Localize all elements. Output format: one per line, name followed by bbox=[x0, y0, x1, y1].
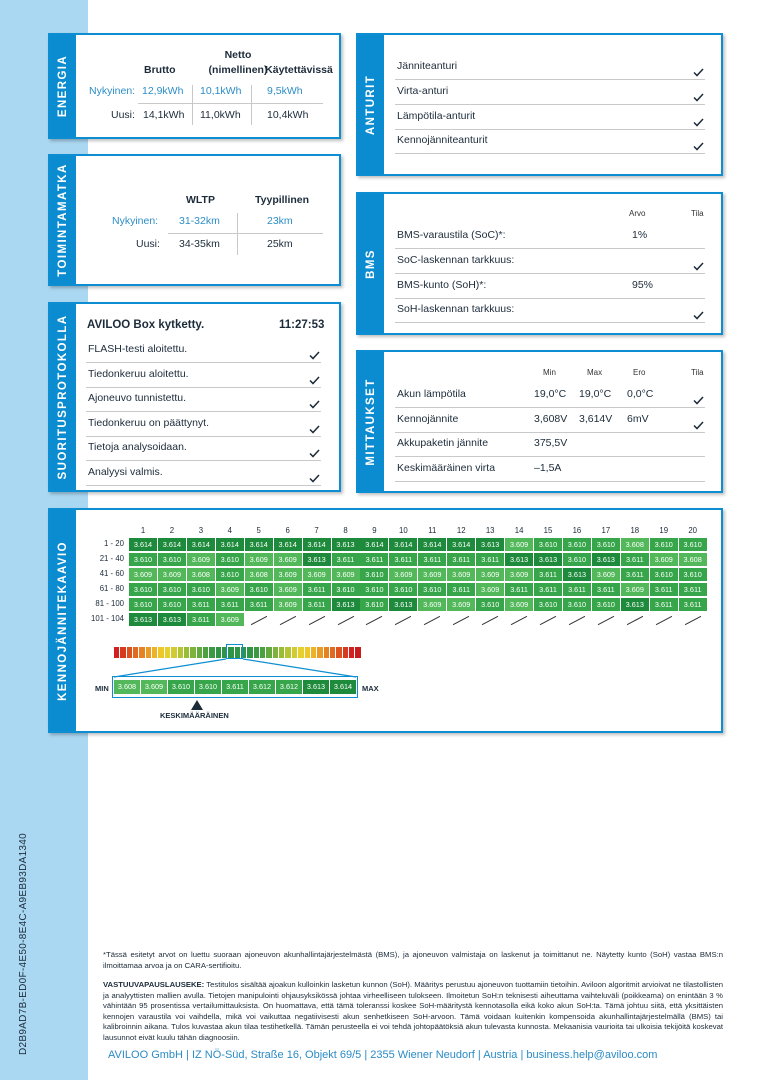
cell-voltage: 3.609 bbox=[332, 568, 360, 581]
column-header: 14 bbox=[514, 526, 524, 535]
check-icon bbox=[309, 421, 320, 430]
cell-voltage: 3.613 bbox=[476, 538, 504, 551]
check-icon bbox=[693, 89, 704, 98]
cell-voltage: 3.611 bbox=[534, 583, 562, 596]
protocol-step: FLASH-testi aloitettu. bbox=[88, 343, 188, 355]
cell-voltage: 3.610 bbox=[360, 583, 388, 596]
col-diff: Ero bbox=[633, 368, 646, 377]
empty-cell-slash bbox=[627, 616, 643, 625]
cell-voltage: 3.614 bbox=[245, 538, 273, 551]
cell-voltage: 3.610 bbox=[360, 598, 388, 611]
measurements-title: MITTAUKSET bbox=[365, 377, 377, 466]
bms-title: BMS bbox=[365, 248, 377, 279]
divider bbox=[395, 79, 705, 80]
cell-voltage: 3.611 bbox=[621, 568, 649, 581]
empty-cell-slash bbox=[482, 616, 498, 625]
cell-voltage: 3.613 bbox=[303, 553, 331, 566]
cell-voltage: 3.609 bbox=[592, 568, 620, 581]
protocol-step: Ajoneuvo tunnistettu. bbox=[88, 392, 187, 405]
row-label: 61 - 80 bbox=[99, 584, 124, 593]
cell-voltage: 3.613 bbox=[563, 568, 591, 581]
cell-voltage: 3.611 bbox=[447, 583, 475, 596]
measurement-label: Akkupaketin jännite bbox=[397, 437, 489, 450]
cell-voltage: 3.613 bbox=[389, 598, 417, 611]
column-header: 7 bbox=[314, 526, 319, 535]
bms-label: SoH-laskennan tarkkuus: bbox=[397, 303, 515, 316]
cell-voltage: 3.611 bbox=[187, 613, 215, 626]
scale-value: 3.611 bbox=[222, 680, 248, 694]
cell-voltage: 3.609 bbox=[389, 568, 417, 581]
cell-voltage: 3.610 bbox=[245, 583, 273, 596]
cell-voltage: 3.614 bbox=[274, 538, 302, 551]
cell-voltage: 3.611 bbox=[563, 583, 591, 596]
cell-voltage: 3.611 bbox=[187, 598, 215, 611]
cell-voltage: 3.609 bbox=[418, 568, 446, 581]
column-header: 16 bbox=[572, 526, 582, 535]
scale-max-label: MAX bbox=[362, 684, 379, 693]
scale-value: 3.614 bbox=[330, 680, 356, 694]
cell-voltage: 3.613 bbox=[592, 553, 620, 566]
cell-voltage: 3.610 bbox=[592, 538, 620, 551]
cell-voltage: 3.611 bbox=[418, 553, 446, 566]
cell-voltage: 3.611 bbox=[534, 568, 562, 581]
cell-voltage: 3.610 bbox=[679, 538, 707, 551]
cell-voltage: 3.613 bbox=[158, 613, 186, 626]
cell-voltage: 3.608 bbox=[679, 553, 707, 566]
divider bbox=[86, 436, 321, 437]
measurement-min: 19,0°C bbox=[534, 388, 567, 400]
column-header: 20 bbox=[688, 526, 697, 535]
cell-voltage: 3.611 bbox=[216, 598, 244, 611]
scale-value: 3.612 bbox=[276, 680, 302, 694]
cell-voltage: 3.610 bbox=[592, 598, 620, 611]
sensor-item: Jänniteanturi bbox=[397, 60, 458, 72]
cell-voltage: 3.610 bbox=[476, 598, 504, 611]
col-netto: Netto bbox=[224, 49, 252, 61]
cell-voltage: 3.614 bbox=[303, 538, 331, 551]
divider bbox=[395, 456, 705, 457]
cell-voltage: 3.611 bbox=[679, 598, 707, 611]
cell-voltage: 3.610 bbox=[187, 583, 215, 596]
footnote: *Tässä esitetyt arvot on luettu suoraan ajoneuvon akunhallintajärjestelmästä (BMS), ja ajoneuvon valmistaja on laskenut ja toimittanut ne. Näytetty kunto (SoH) vastaa BMS:n ilmoittamaa arvoa ja on CARA-sertifioitu. bbox=[103, 950, 723, 970]
col-min: Min bbox=[543, 368, 556, 377]
divider bbox=[395, 481, 705, 482]
row-label: 101 - 104 bbox=[91, 614, 124, 623]
value: 23km bbox=[267, 215, 293, 227]
scale-value: 3.608 bbox=[114, 680, 140, 694]
column-header: 13 bbox=[485, 526, 495, 535]
column-header: 19 bbox=[659, 526, 669, 535]
empty-cell-slash bbox=[395, 616, 411, 625]
cell-voltage: 3.611 bbox=[303, 598, 331, 611]
cell-voltage: 3.614 bbox=[360, 538, 388, 551]
energy-panel bbox=[48, 33, 341, 139]
sensors-title: ANTURIT bbox=[365, 74, 377, 135]
check-icon bbox=[309, 445, 320, 454]
cell-voltage: 3.613 bbox=[534, 553, 562, 566]
average-label: KESKIMÄÄRÄINEN bbox=[160, 711, 229, 720]
measurement-diff: 6mV bbox=[627, 412, 649, 425]
col-available: Käytettävissä bbox=[265, 64, 333, 76]
cell-voltage: 3.610 bbox=[534, 538, 562, 551]
check-icon bbox=[693, 417, 704, 426]
cell-voltage: 3.610 bbox=[534, 598, 562, 611]
empty-cell-slash bbox=[540, 616, 556, 625]
measurement-min: 375,5V bbox=[534, 437, 568, 450]
sensor-item: Virta-anturi bbox=[397, 84, 449, 97]
check-icon bbox=[693, 138, 704, 147]
cell-voltage: 3.609 bbox=[158, 568, 186, 581]
protocol-step: Analyysi valmis. bbox=[88, 466, 163, 478]
cell-voltage: 3.609 bbox=[505, 538, 533, 551]
value: 12,9kWh bbox=[142, 85, 184, 97]
row-label: 41 - 60 bbox=[99, 569, 124, 578]
check-icon bbox=[693, 114, 704, 123]
check-icon bbox=[309, 396, 320, 405]
cell-voltage: 3.610 bbox=[158, 598, 186, 611]
cell-voltage: 3.610 bbox=[129, 553, 157, 566]
cell-voltage: 3.610 bbox=[650, 538, 678, 551]
measurements-panel bbox=[356, 350, 723, 493]
cell-voltage: 3.610 bbox=[129, 583, 157, 596]
value: 34-35km bbox=[179, 238, 220, 250]
divider bbox=[86, 411, 321, 412]
value: 25km bbox=[267, 238, 293, 250]
disclaimer bbox=[103, 980, 723, 1043]
bms-value: 95% bbox=[632, 278, 654, 291]
average-marker-icon bbox=[191, 700, 203, 710]
cell-voltage: 3.609 bbox=[274, 583, 302, 596]
cell-voltage: 3.611 bbox=[650, 598, 678, 611]
empty-cell-slash bbox=[598, 616, 614, 625]
empty-cell-slash bbox=[366, 616, 382, 625]
divider bbox=[395, 407, 705, 408]
disclaimer-text: Testitulos sisältää ajoakun kulloinkin lasketun kunnon (SoH). Määritys perustuu ajoneuvon tuottamiin tietoihin. Aviloon algoritmit arvioivat ne tilastollisten ja analyyttisten mallien avulla. Tietojen manipulointi ohjausyksikössä johtaa virheelliseen tulokseen. Ilmoitetun SoH:n teknisesti aiheuttama vaihteluväli (poikkeama) on enintään 3 % vähintään 95 prosentissa vertailumittauksista. On huomattava, että tämä toleranssi koskee SoH-määritystä kennotasolla eikä koko akun SoH:ta. Tämä johtuu siitä, että yksittäisten kennojen varaustila voi vaihdella, mikä voi vaikuttaa negatiivisesti akun senhetkiseen SoH-arvoon. Tämä voidaan kuitenkin kompensoida akunhallintajärjestelmällä (BMS) tai kalibroinnin aikana. Tulos kuvastaa akun tilaa testihetkellä. Tämän perusteella ei voi tehdä johtopäätöksiä akun tulevasta kunnosta. Mekaanisia vaurioita tai ulkoisia tekijöitä koskevat lausunnot eivät kuulu tähän diagnoosiin. bbox=[103, 980, 723, 1042]
cell-voltage: 3.609 bbox=[274, 553, 302, 566]
protocol-step: Tiedonkeruu aloitettu. bbox=[88, 367, 189, 380]
bms-value: 1% bbox=[632, 229, 648, 241]
energy-title: ENERGIA bbox=[57, 54, 69, 118]
row-label: Nykyinen: bbox=[89, 85, 136, 97]
cell-voltage: 3.609 bbox=[216, 613, 244, 626]
measurement-diff: 0,0°C bbox=[627, 388, 654, 400]
scale-value: 3.613 bbox=[303, 680, 329, 694]
divider bbox=[395, 153, 705, 154]
measurement-label: Keskimääräinen virta bbox=[397, 461, 496, 474]
divider bbox=[395, 129, 705, 130]
divider bbox=[395, 104, 705, 105]
value: 9,5kWh bbox=[267, 85, 303, 97]
empty-cell-slash bbox=[308, 616, 324, 625]
cell-voltage: 3.611 bbox=[447, 553, 475, 566]
value: 10,1kWh bbox=[200, 85, 242, 97]
value: 10,4kWh bbox=[267, 109, 309, 121]
sensors-panel bbox=[356, 33, 723, 176]
measurement-max: 19,0°C bbox=[579, 388, 612, 400]
empty-cell-slash bbox=[279, 616, 295, 625]
column-header: 2 bbox=[169, 526, 175, 535]
range-panel bbox=[48, 154, 341, 286]
row-label: Uusi: bbox=[136, 238, 160, 250]
check-icon bbox=[693, 258, 704, 267]
cell-voltage: 3.610 bbox=[332, 583, 360, 596]
cell-voltage: 3.611 bbox=[476, 553, 504, 566]
cell-voltage: 3.609 bbox=[187, 553, 215, 566]
protocol-title: SUORITUSPROTOKOLLA bbox=[57, 314, 69, 480]
cell-voltage: 3.614 bbox=[129, 538, 157, 551]
cell-voltage: 3.609 bbox=[476, 583, 504, 596]
cell-voltage: 3.610 bbox=[216, 568, 244, 581]
cell-voltage: 3.614 bbox=[418, 538, 446, 551]
col-max: Max bbox=[587, 368, 603, 377]
cell-voltage: 3.609 bbox=[447, 568, 475, 581]
scale-min-label: MIN bbox=[95, 684, 109, 693]
measurement-max: 3,614V bbox=[579, 412, 613, 425]
scale-value: 3.610 bbox=[195, 680, 221, 694]
cell-voltage: 3.611 bbox=[389, 553, 417, 566]
cell-voltage: 3.610 bbox=[563, 538, 591, 551]
column-header: 8 bbox=[343, 526, 348, 535]
col-value: Arvo bbox=[629, 209, 646, 218]
measurement-min: –1,5A bbox=[534, 461, 562, 474]
cell-voltage: 3.609 bbox=[447, 598, 475, 611]
cell-voltage: 3.608 bbox=[621, 538, 649, 551]
protocol-step: Tietoja analysoidaan. bbox=[88, 441, 187, 454]
cell-voltage: 3.609 bbox=[505, 568, 533, 581]
row-label: Uusi: bbox=[111, 109, 135, 121]
sensor-item: Lämpötila-anturit bbox=[397, 109, 476, 122]
divider bbox=[395, 432, 705, 433]
cell-voltage: 3.610 bbox=[650, 568, 678, 581]
row-label: 1 - 20 bbox=[104, 539, 124, 548]
value: 31-32km bbox=[179, 215, 220, 227]
cell-voltage: 3.609 bbox=[418, 598, 446, 611]
cell-voltage-panel bbox=[48, 508, 723, 733]
protocol-step: Tiedonkeruu on päättynyt. bbox=[88, 416, 210, 429]
check-icon bbox=[309, 372, 320, 381]
divider bbox=[86, 460, 321, 461]
cell-voltage: 3.611 bbox=[505, 583, 533, 596]
measurement-min: 3,608V bbox=[534, 412, 568, 425]
column-header: 6 bbox=[285, 526, 290, 535]
cell-voltage: 3.614 bbox=[158, 538, 186, 551]
cell-voltage: 3.609 bbox=[650, 553, 678, 566]
empty-cell-slash bbox=[569, 616, 585, 625]
divider bbox=[395, 298, 705, 299]
protocol-time: 11:27:53 bbox=[279, 319, 325, 331]
cell-voltage-title: KENNOJÄNNITEKAAVIO bbox=[57, 540, 69, 701]
cell-voltage: 3.611 bbox=[621, 553, 649, 566]
document-id: D2B9AD7B-ED0F-4E50-8E4C-A9EB93DA1340 bbox=[18, 832, 29, 1055]
scale-value: 3.609 bbox=[141, 680, 167, 694]
measurement-label: Akun lämpötila bbox=[397, 388, 466, 400]
divider bbox=[395, 273, 705, 274]
value: 11,0kWh bbox=[200, 109, 241, 121]
check-icon bbox=[309, 470, 320, 479]
row-label: 81 - 100 bbox=[95, 599, 124, 608]
cell-voltage: 3.611 bbox=[245, 598, 273, 611]
value: 14,1kWh bbox=[143, 109, 185, 121]
column-header: 4 bbox=[227, 526, 232, 535]
row-label: Nykyinen: bbox=[112, 215, 159, 227]
cell-voltage: 3.610 bbox=[158, 553, 186, 566]
protocol-heading: AVILOO Box kytketty. bbox=[87, 319, 205, 331]
bms-label: BMS-kunto (SoH)*: bbox=[397, 278, 487, 291]
col-status: Tila bbox=[691, 209, 704, 218]
empty-cell-slash bbox=[453, 616, 469, 625]
cell-voltage: 3.610 bbox=[389, 583, 417, 596]
protocol-panel bbox=[48, 302, 341, 492]
cell-voltage: 3.614 bbox=[216, 538, 244, 551]
col-wltp: WLTP bbox=[186, 194, 215, 206]
col-brutto: Brutto bbox=[144, 64, 176, 76]
empty-cell-slash bbox=[251, 616, 267, 625]
scale-value: 3.612 bbox=[249, 680, 275, 694]
cell-voltage: 3.609 bbox=[274, 568, 302, 581]
divider bbox=[86, 387, 321, 388]
col-status: Tila bbox=[691, 368, 704, 377]
cell-voltage: 3.611 bbox=[303, 583, 331, 596]
column-header: 17 bbox=[601, 526, 611, 535]
divider bbox=[86, 485, 321, 486]
cell-voltage: 3.610 bbox=[418, 583, 446, 596]
empty-cell-slash bbox=[511, 616, 527, 625]
measurement-label: Kennojännite bbox=[397, 412, 459, 425]
empty-cell-slash bbox=[656, 616, 672, 625]
cell-voltage: 3.613 bbox=[621, 598, 649, 611]
cell-voltage: 3.608 bbox=[245, 568, 273, 581]
col-typical: Tyypillinen bbox=[255, 194, 310, 206]
empty-cell-slash bbox=[337, 616, 353, 625]
column-header: 12 bbox=[456, 526, 466, 535]
cell-voltage: 3.611 bbox=[679, 583, 707, 596]
cell-voltage: 3.610 bbox=[360, 568, 388, 581]
cell-voltage: 3.608 bbox=[187, 568, 215, 581]
cell-voltage: 3.609 bbox=[621, 583, 649, 596]
bms-label: SoC-laskennan tarkkuus: bbox=[397, 253, 515, 266]
cell-voltage: 3.613 bbox=[505, 553, 533, 566]
cell-voltage: 3.609 bbox=[216, 583, 244, 596]
cell-voltage: 3.611 bbox=[332, 553, 360, 566]
check-icon bbox=[693, 307, 704, 316]
column-header: 1 bbox=[140, 526, 146, 535]
column-header: 10 bbox=[399, 526, 408, 535]
empty-cell-slash bbox=[424, 616, 440, 625]
cell-voltage: 3.610 bbox=[679, 568, 707, 581]
cell-voltage: 3.610 bbox=[216, 553, 244, 566]
disclaimer-title: VASTUUVAPAUSLAUSEKE: bbox=[103, 980, 205, 989]
cell-voltage: 3.609 bbox=[303, 568, 331, 581]
cell-voltage: 3.611 bbox=[592, 583, 620, 596]
empty-cell-slash bbox=[684, 616, 700, 625]
row-label: 21 - 40 bbox=[99, 554, 124, 563]
check-icon bbox=[693, 64, 704, 73]
range-title: TOIMINTAMATKA bbox=[57, 163, 69, 277]
footer-contact: AVILOO GmbH | IZ NÖ-Süd, Straße 16, Objekt 69/5 | 2355 Wiener Neudorf | Austria | business.help@aviloo.com bbox=[108, 1049, 658, 1061]
cell-voltage: 3.614 bbox=[389, 538, 417, 551]
cell-voltage: 3.611 bbox=[650, 583, 678, 596]
cell-voltage: 3.613 bbox=[129, 613, 157, 626]
cell-voltage: 3.610 bbox=[129, 598, 157, 611]
cell-voltage: 3.610 bbox=[158, 583, 186, 596]
divider bbox=[395, 248, 705, 249]
cell-voltage: 3.614 bbox=[187, 538, 215, 551]
column-header: 9 bbox=[372, 526, 377, 535]
column-header: 3 bbox=[198, 526, 204, 535]
check-icon bbox=[693, 392, 704, 401]
cell-voltage: 3.609 bbox=[476, 568, 504, 581]
check-icon bbox=[309, 347, 320, 356]
cell-voltage: 3.609 bbox=[274, 598, 302, 611]
cell-voltage: 3.609 bbox=[505, 598, 533, 611]
divider bbox=[395, 322, 705, 323]
bms-label: BMS-varaustila (SoC)*: bbox=[397, 229, 506, 241]
col-netto-sub: (nimellinen) bbox=[208, 64, 268, 76]
cell-voltage: 3.614 bbox=[447, 538, 475, 551]
cell-voltage: 3.609 bbox=[245, 553, 273, 566]
sensor-item: Kennojänniteanturit bbox=[397, 134, 488, 147]
bms-panel bbox=[356, 192, 723, 335]
column-header: 15 bbox=[543, 526, 553, 535]
cell-voltage: 3.610 bbox=[563, 598, 591, 611]
cell-voltage: 3.613 bbox=[332, 598, 360, 611]
column-header: 5 bbox=[256, 526, 261, 535]
scale-value: 3.610 bbox=[168, 680, 194, 694]
column-header: 11 bbox=[428, 526, 437, 535]
cell-voltage: 3.611 bbox=[360, 553, 388, 566]
column-header: 18 bbox=[630, 526, 640, 535]
cell-voltage: 3.610 bbox=[563, 553, 591, 566]
cell-voltage: 3.609 bbox=[129, 568, 157, 581]
divider bbox=[86, 362, 321, 363]
cell-voltage: 3.613 bbox=[332, 538, 360, 551]
